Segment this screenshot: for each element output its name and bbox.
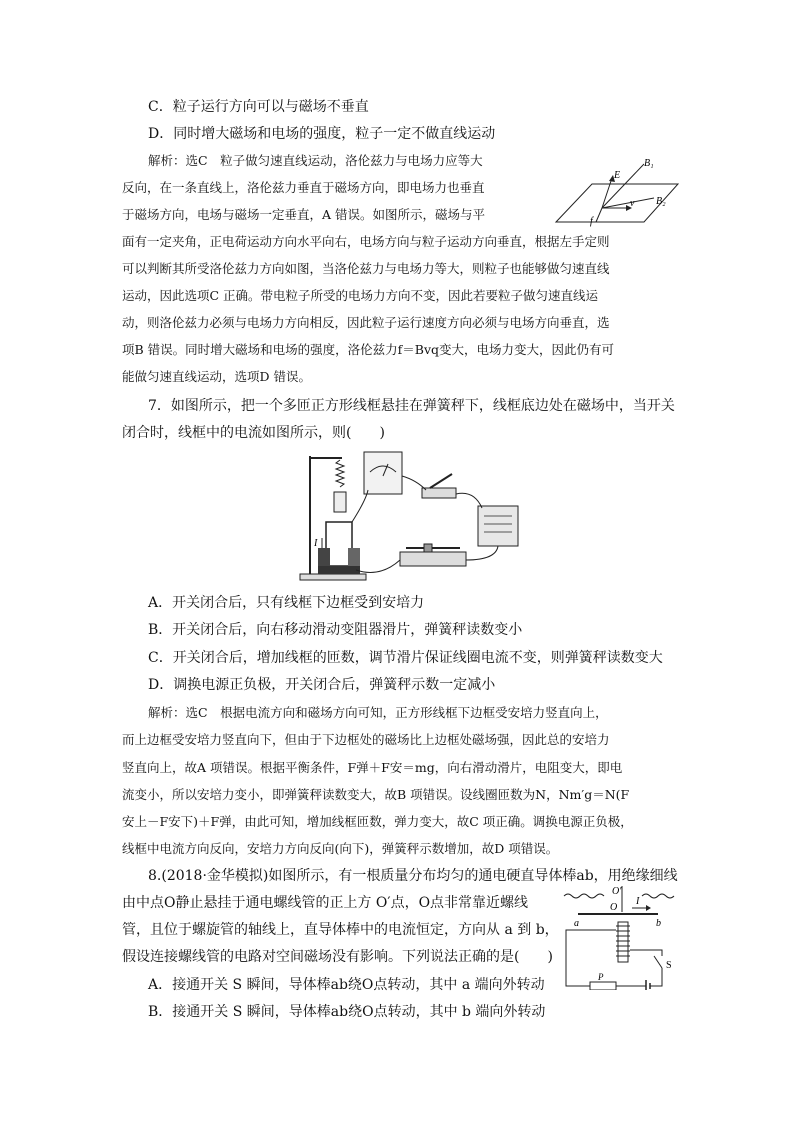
q6-analysis-line: 运动，因此选项C 正确。带电粒子所受的电场力方向不变，因此若要粒子做匀速直线运 bbox=[122, 288, 599, 303]
q7-analysis-line: 线框中电流方向反向，安培力方向反向(向下)，弹簧秤示数增加，故D 项错误。 bbox=[122, 841, 559, 856]
ceiling-right bbox=[642, 894, 674, 898]
q7-analysis-line: 流变小，所以安培力变小，即弹簧秤读数变大，故B 项错误。设线圈匝数为N，Nm′g＝N(F bbox=[122, 787, 630, 802]
q6-analysis-line: 项B 错误。同时增大磁场和电场的强度，洛伦兹力f＝Bvq变大，电场力变大，因此仍有可 bbox=[122, 342, 615, 357]
switch-lever bbox=[430, 474, 452, 488]
f-vector bbox=[596, 208, 602, 222]
q7-analysis-line: 竖直向上，故A 项错误。根据平衡条件，F弹＋F安＝mg，向右滑动滑片，电阻变大，即电 bbox=[122, 760, 623, 775]
circuit-wire bbox=[650, 968, 662, 986]
q8-stem-line: 8.(2018·金华模拟)如图所示，有一根质量分布均匀的通电硬直导体棒ab，用绝缘细线 bbox=[148, 868, 678, 884]
circuit-wire bbox=[630, 950, 662, 956]
meter-box bbox=[364, 452, 402, 494]
label-i: I bbox=[636, 896, 640, 907]
solenoid-coil bbox=[616, 926, 630, 956]
spring-scale bbox=[336, 460, 344, 487]
q7-option-a: A．开关闭合后，只有线框下边框受到安培力 bbox=[148, 595, 425, 611]
label-b1: B₁ bbox=[644, 158, 654, 169]
q8-stem-line: 由中点O静止悬挂于通电螺线管的正上方 O′点，O点非常靠近螺线 bbox=[122, 895, 529, 911]
rheostat bbox=[400, 552, 466, 566]
q7-stem-line: 7．如图所示，把一个多匝正方形线框悬挂在弹簧秤下，线框底边处在磁场中，当开关 bbox=[148, 398, 675, 414]
label-o: O bbox=[610, 902, 618, 913]
wire bbox=[356, 560, 400, 572]
q7-stem-line: 闭合时，线框中的电流如图所示，则( ) bbox=[122, 425, 385, 441]
q7-analysis-line: 解析：选C 根据电流方向和磁场方向可知，正方形线框下边框受安培力竖直向上， bbox=[148, 705, 608, 720]
label-f: f bbox=[590, 216, 593, 227]
switch-s bbox=[654, 956, 662, 968]
q8-solenoid-diagram bbox=[562, 884, 680, 990]
ceiling-left bbox=[564, 894, 604, 898]
label-b: b bbox=[656, 918, 661, 929]
q7-option-b: B．开关闭合后，向右移动滑动变阻器滑片，弹簧秤读数变小 bbox=[148, 622, 523, 638]
q7-option-d: D．调换电源正负极，开关闭合后，弹簧秤示数一定减小 bbox=[148, 677, 496, 693]
label-s: S bbox=[666, 960, 672, 971]
q7-option-c: C．开关闭合后，增加线框的匝数，调节滑片保证线圈电流不变，则弹簧秤读数变大 bbox=[148, 650, 663, 666]
label-e: E bbox=[614, 170, 621, 181]
q8-stem-line: 假设连接螺线管的电路对空间磁场没有影响。下列说法正确的是( ) bbox=[122, 949, 553, 965]
q6-analysis-line: 于磁场方向，电场与磁场一定垂直，A 错误。如图所示，磁场与平 bbox=[122, 207, 486, 222]
q7-apparatus-diagram bbox=[296, 450, 528, 584]
label-o-prime: O′ bbox=[612, 886, 622, 897]
spring-scale-body bbox=[334, 492, 346, 512]
q8-option-b: B．接通开关 S 瞬间，导体棒ab绕O点转动，其中 b 端向外转动 bbox=[148, 1004, 546, 1020]
label-a: a bbox=[574, 918, 579, 929]
q7-analysis-line: 而上边框受安培力竖直向下，但由于下边框处的磁场比上边框处磁场强，因此总的安培力 bbox=[122, 732, 610, 747]
wire bbox=[466, 546, 498, 560]
stand-base bbox=[300, 574, 366, 580]
rheostat-slider bbox=[424, 544, 432, 552]
circuit-wire bbox=[566, 930, 616, 986]
label-v: v bbox=[630, 198, 635, 209]
e-vector bbox=[602, 178, 612, 208]
magnet-base bbox=[318, 566, 360, 574]
rheostat bbox=[590, 982, 616, 990]
q6-option-c: C．粒子运行方向可以与磁场不垂直 bbox=[148, 99, 369, 115]
wire bbox=[352, 490, 368, 522]
label-current-i: I bbox=[314, 538, 318, 549]
q8-option-a: A．接通开关 S 瞬间，导体棒ab绕O点转动，其中 a 端向外转动 bbox=[148, 977, 545, 993]
q6-analysis-line: 面有一定夹角，正电荷运动方向水平向右，电场方向与粒子运动方向垂直，根据左手定则 bbox=[122, 234, 610, 249]
q6-field-diagram bbox=[552, 156, 682, 228]
switch-base bbox=[422, 488, 456, 498]
q6-analysis-line: 反向，在一条直线上，洛伦兹力垂直于磁场方向，即电场力也垂直 bbox=[122, 180, 485, 195]
label-b2: B₂ bbox=[656, 196, 666, 207]
q6-analysis-line: 解析：选C 粒子做匀速直线运动，洛伦兹力与电场力应等大 bbox=[148, 153, 483, 168]
q7-analysis-line: 安上－F安下)＋F弹，由此可知，增加线框匝数，弹力变大，故C 项正确。调换电源正负极， bbox=[122, 814, 633, 829]
q6-analysis-line: 可以判断其所受洛伦兹力方向如图，当洛伦兹力与电场力等大，则粒子也能够做匀速直线 bbox=[122, 261, 610, 276]
q8-stem-line: 管，且位于螺旋管的轴线上，直导体棒中的电流恒定，方向从 a 到 b， bbox=[122, 922, 559, 938]
power-supply bbox=[478, 506, 518, 546]
q6-analysis-line: 能做匀速直线运动，选项D 错误。 bbox=[122, 369, 311, 384]
label-p: P bbox=[598, 972, 604, 982]
q6-option-d: D．同时增大磁场和电场的强度，粒子一定不做直线运动 bbox=[148, 126, 496, 142]
q6-analysis-line: 动，则洛伦兹力必须与电场力方向相反，因此粒子运行速度方向必须与电场方向垂直，选 bbox=[122, 315, 610, 330]
